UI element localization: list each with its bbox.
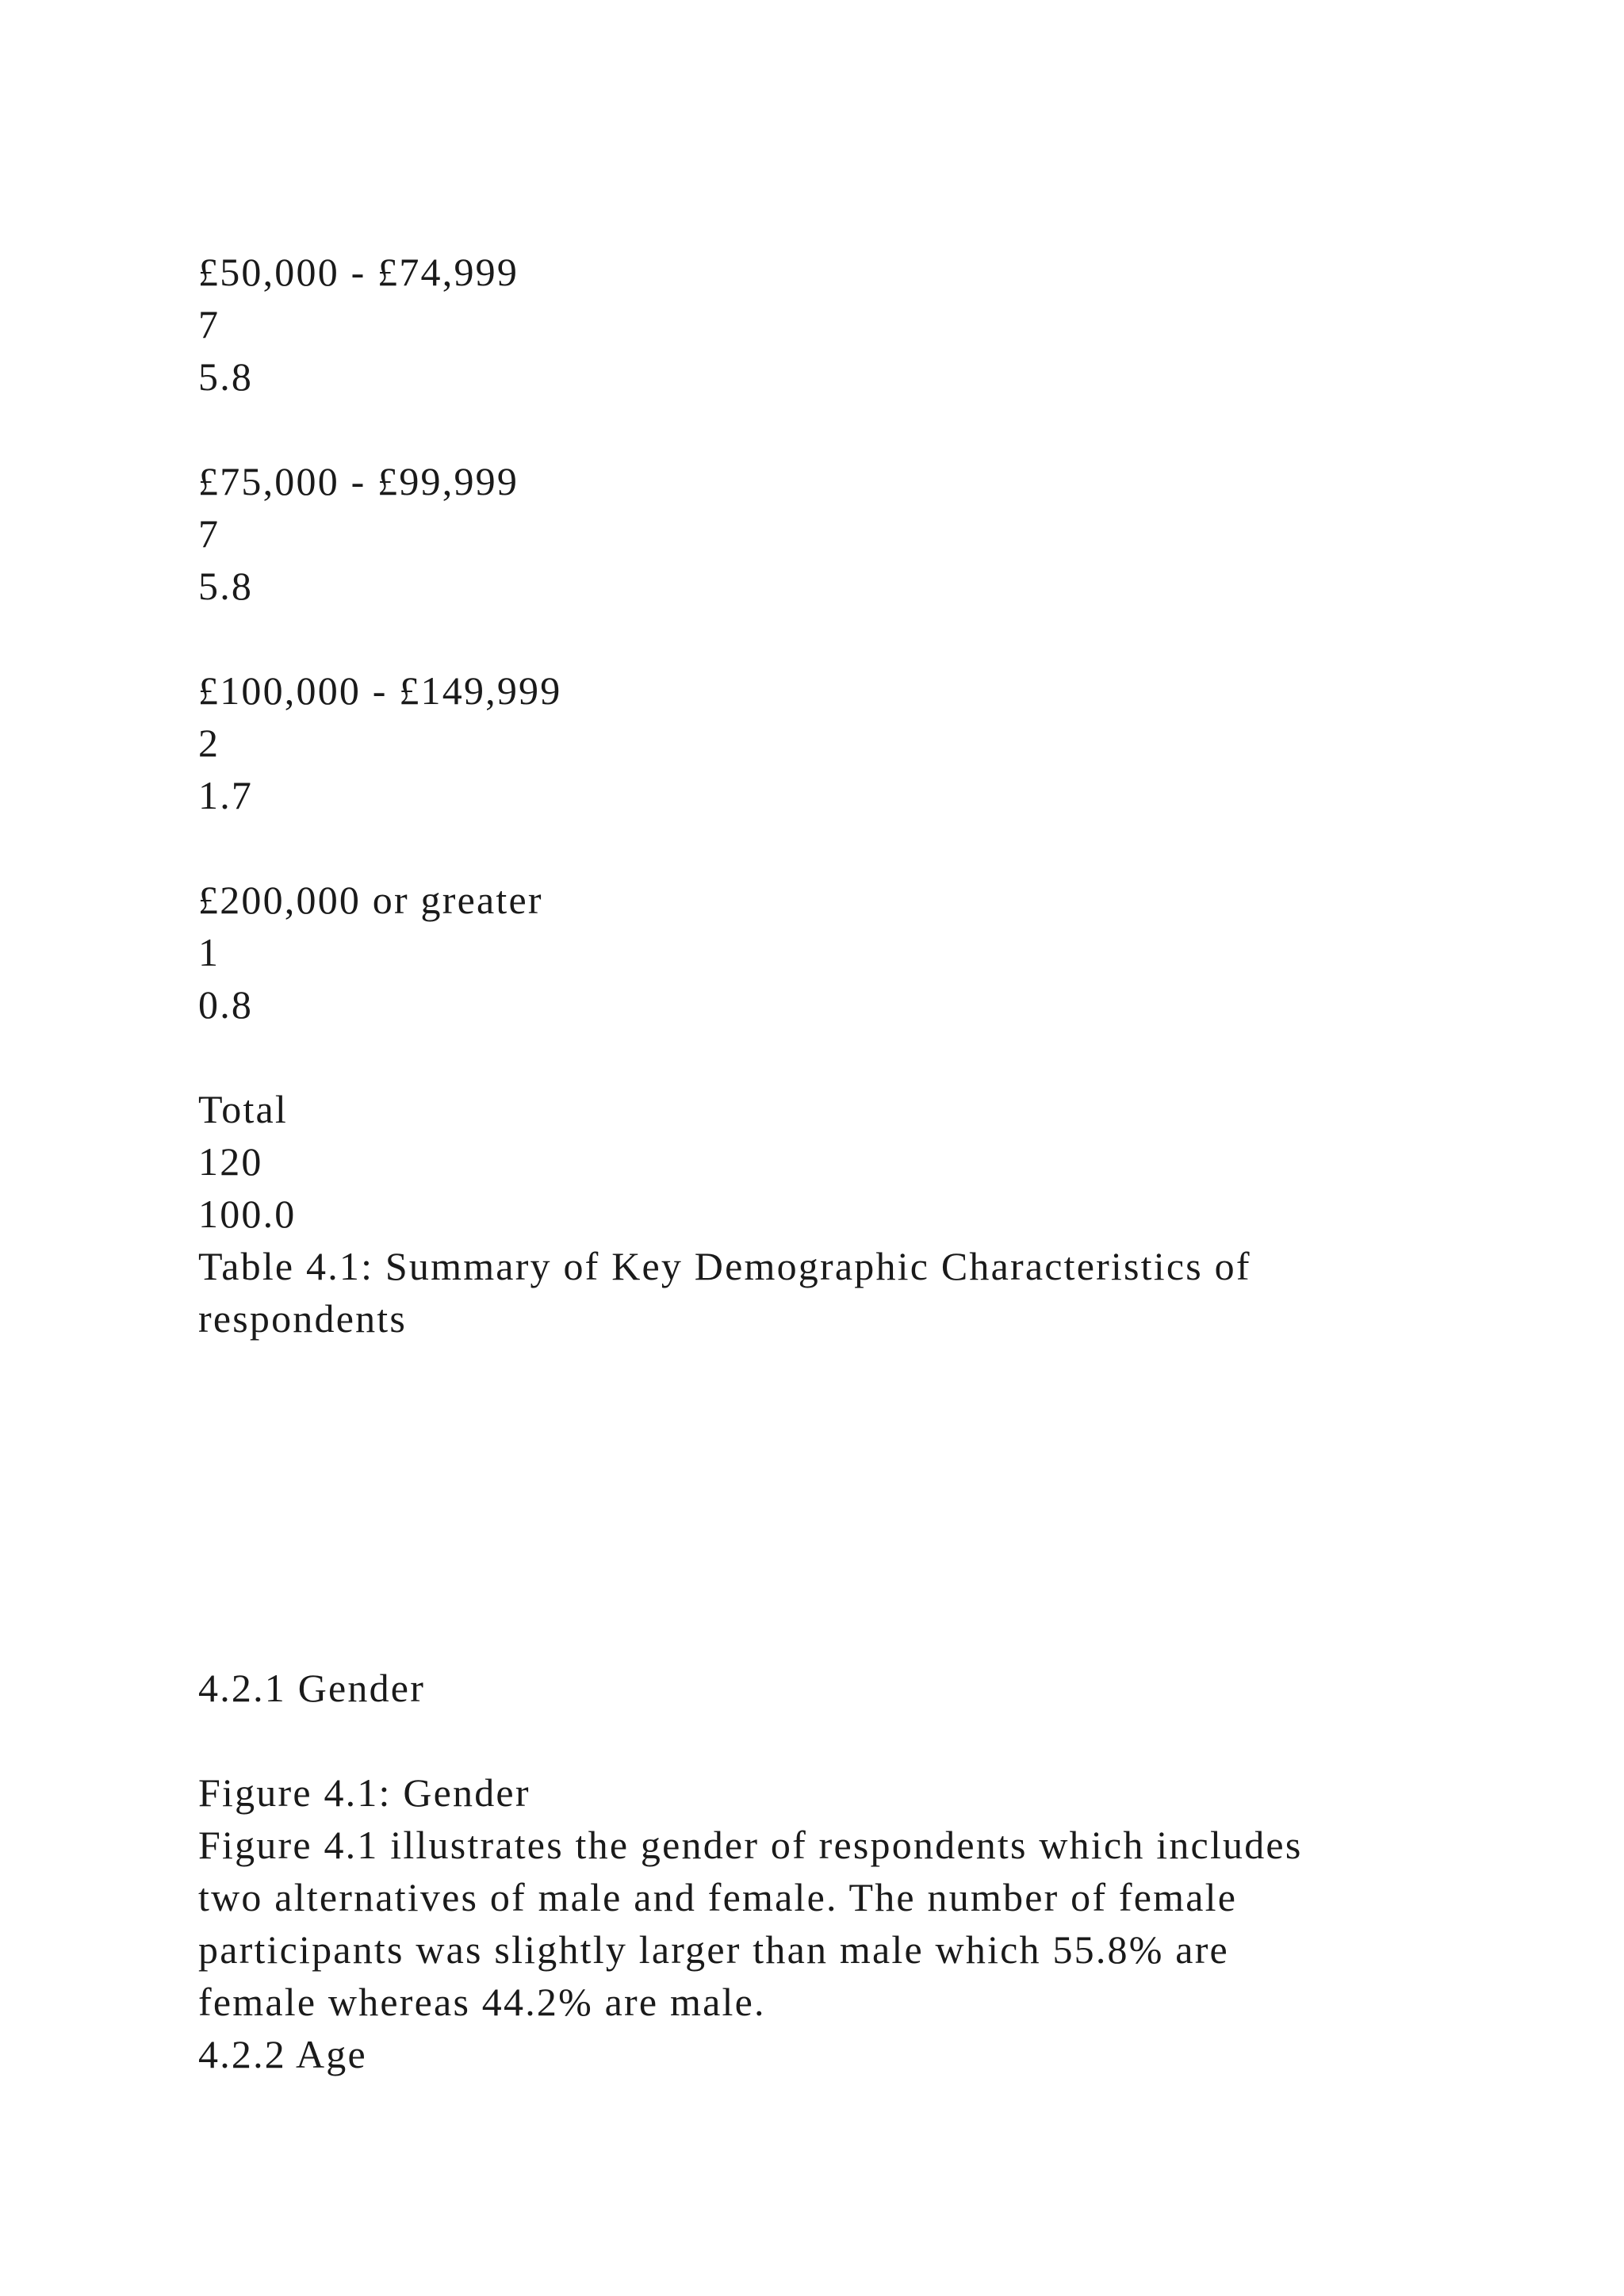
total-count: 120 bbox=[198, 1139, 263, 1184]
paragraph-line: two alternatives of male and female. The number of female bbox=[198, 1875, 1238, 1919]
income-range: £75,000 - £99,999 bbox=[198, 459, 519, 503]
paragraph-line: Figure 4.1 illustrates the gender of respondents which includes bbox=[198, 1823, 1303, 1867]
income-range: £50,000 - £74,999 bbox=[198, 250, 519, 294]
income-row-4 bbox=[198, 874, 1435, 1031]
table-caption-line: Table 4.1: Summary of Key Demographic Characteristics of bbox=[198, 1244, 1251, 1288]
income-percent: 0.8 bbox=[198, 982, 254, 1027]
income-row-3 bbox=[198, 664, 1435, 821]
income-percent: 5.8 bbox=[198, 354, 254, 399]
income-row-2 bbox=[198, 455, 1435, 612]
section-heading-age: 4.2.2 Age bbox=[198, 2032, 367, 2076]
income-count: 7 bbox=[198, 302, 220, 346]
figure-caption: Figure 4.1: Gender bbox=[198, 1770, 530, 1815]
income-percent: 1.7 bbox=[198, 773, 254, 817]
income-range: £200,000 or greater bbox=[198, 878, 543, 922]
income-count: 7 bbox=[198, 511, 220, 556]
income-percent: 5.8 bbox=[198, 564, 254, 608]
income-row-1 bbox=[198, 246, 1435, 403]
paragraph-line: participants was slightly larger than male which 55.8% are bbox=[198, 1927, 1229, 1972]
section-heading-gender: 4.2.1 Gender bbox=[198, 1666, 426, 1710]
income-count: 2 bbox=[198, 721, 220, 765]
total-label: Total bbox=[198, 1087, 289, 1131]
income-range: £100,000 - £149,999 bbox=[198, 668, 562, 713]
total-percent: 100.0 bbox=[198, 1192, 297, 1236]
paragraph-line: female whereas 44.2% are male. bbox=[198, 1980, 766, 2024]
total-row bbox=[198, 1083, 1435, 1240]
document-page bbox=[198, 246, 1435, 2080]
body-paragraph bbox=[198, 1819, 1435, 2028]
income-count: 1 bbox=[198, 930, 220, 974]
table-caption bbox=[198, 1240, 1435, 1345]
table-caption-line: respondents bbox=[198, 1296, 408, 1341]
